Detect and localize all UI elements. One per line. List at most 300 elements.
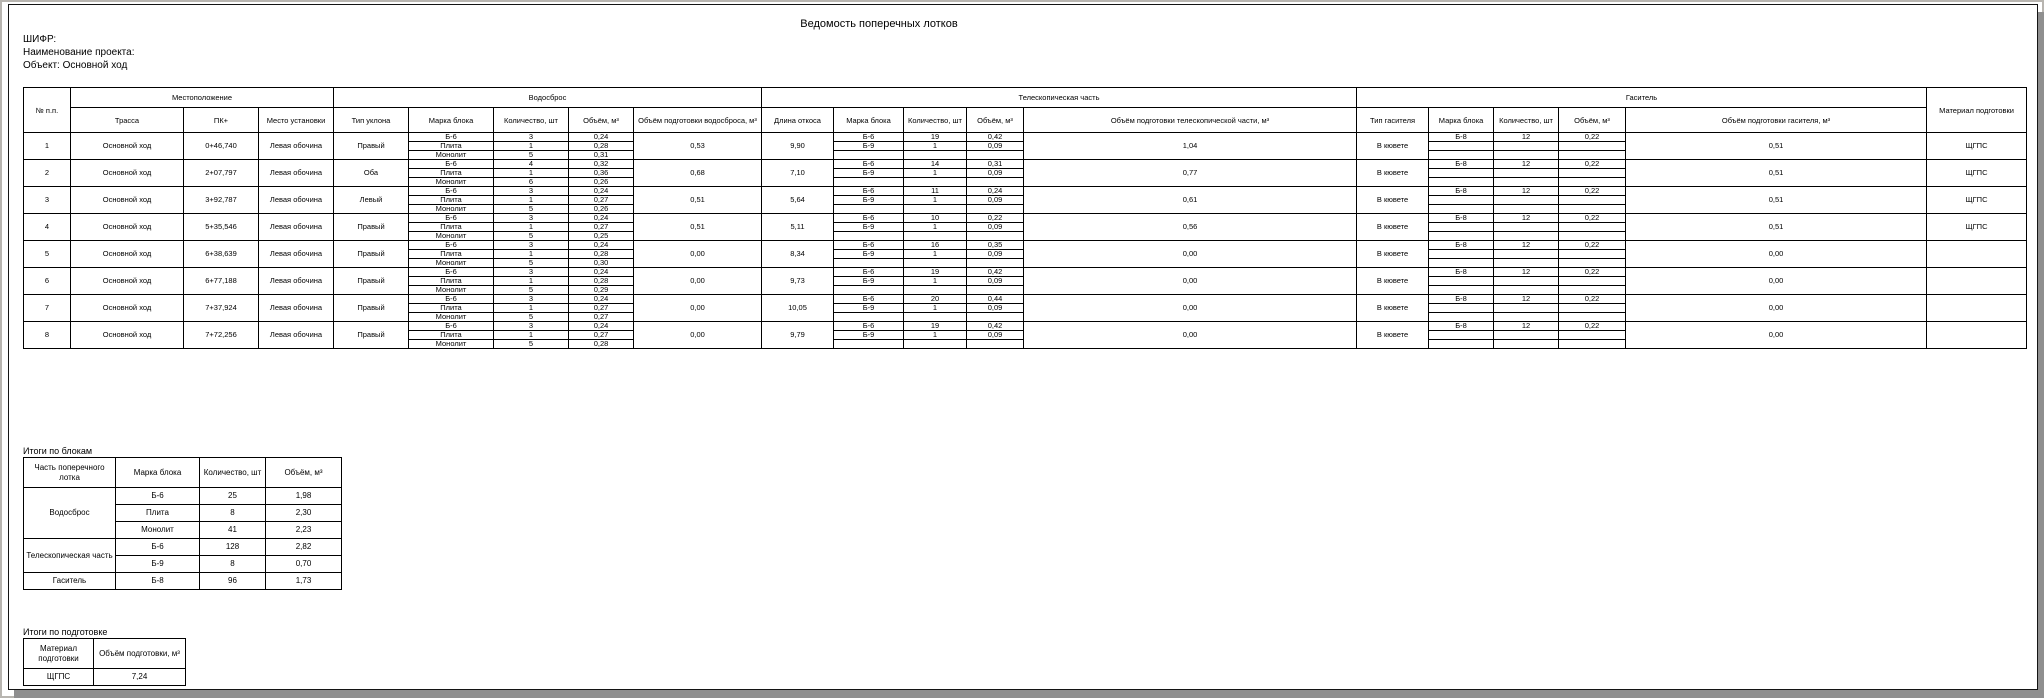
header-tel-mark: Марка блока (834, 108, 904, 133)
cell-tel-vol: 0,22 (967, 214, 1024, 223)
cell-material: ЩГПС (1927, 160, 2027, 187)
cell-spillway-qty: 5 (494, 340, 569, 349)
cell-damper-prep: 0,00 (1626, 322, 1927, 349)
cell-tel-mark: Б-9 (834, 331, 904, 340)
cell-damper-qty (1494, 277, 1559, 286)
cell-prep-volume: 7,24 (94, 669, 186, 686)
header-damper-prep: Объём подготовки гасителя, м³ (1626, 108, 1927, 133)
cell-damper-qty: 12 (1494, 133, 1559, 142)
cell-spillway-vol: 0,25 (569, 232, 634, 241)
cell-spillway-vol: 0,28 (569, 340, 634, 349)
cell-spillway-qty: 5 (494, 232, 569, 241)
cell-spillway-qty: 1 (494, 142, 569, 151)
cell-num: 3 (24, 187, 71, 214)
cell-spillway-qty: 5 (494, 151, 569, 160)
cell-slope-type: Правый (334, 295, 409, 322)
cell-damper-vol (1559, 223, 1626, 232)
cell-route: Основной ход (71, 133, 184, 160)
cell-damper-type: В кювете (1357, 322, 1429, 349)
cell-spillway-mark: Монолит (409, 259, 494, 268)
cell-spillway-mark: Б-6 (409, 160, 494, 169)
cell-damper-qty: 12 (1494, 241, 1559, 250)
cell-tel-mark: Б-6 (834, 295, 904, 304)
cell-pk: 0+46,740 (184, 133, 259, 160)
cell-part: Водосброс (24, 488, 116, 539)
cell-vol: 2,30 (266, 505, 342, 522)
header-spillway-vol: Объём, м³ (569, 108, 634, 133)
cell-tel-mark (834, 232, 904, 241)
cell-spillway-mark: Б-6 (409, 187, 494, 196)
cell-damper-mark (1429, 259, 1494, 268)
cell-spillway-vol: 0,36 (569, 169, 634, 178)
cell-damper-vol: 0,22 (1559, 295, 1626, 304)
cell-damper-mark: Б-8 (1429, 133, 1494, 142)
cell-material (1927, 322, 2027, 349)
header-vol: Объём, м³ (266, 458, 342, 488)
cell-damper-type: В кювете (1357, 133, 1429, 160)
cell-damper-qty (1494, 142, 1559, 151)
cell-spillway-mark: Плита (409, 196, 494, 205)
cell-tel-qty: 10 (904, 214, 967, 223)
cell-spillway-vol: 0,24 (569, 295, 634, 304)
header-mark: Марка блока (116, 458, 200, 488)
cell-damper-type: В кювете (1357, 241, 1429, 268)
cell-damper-vol: 0,22 (1559, 268, 1626, 277)
cell-tel-prep: 0,56 (1024, 214, 1357, 241)
cell-place: Левая обочина (259, 133, 334, 160)
cell-tel-prep: 0,00 (1024, 268, 1357, 295)
cell-spillway-qty: 5 (494, 205, 569, 214)
cell-damper-mark (1429, 313, 1494, 322)
cell-spillway-qty: 5 (494, 286, 569, 295)
cell-material: ЩГПС (1927, 187, 2027, 214)
cell-spillway-mark: Б-6 (409, 133, 494, 142)
cell-damper-qty (1494, 178, 1559, 187)
cell-spillway-vol: 0,24 (569, 241, 634, 250)
cell-vol: 1,73 (266, 573, 342, 590)
cell-spillway-prep: 0,68 (634, 160, 762, 187)
cell-slope-type: Левый (334, 187, 409, 214)
cell-tel-qty: 19 (904, 268, 967, 277)
cell-spillway-qty: 3 (494, 241, 569, 250)
cell-damper-qty (1494, 313, 1559, 322)
cell-damper-qty (1494, 340, 1559, 349)
cell-spillway-mark: Плита (409, 169, 494, 178)
cell-damper-type: В кювете (1357, 214, 1429, 241)
cell-material (1927, 268, 2027, 295)
header-place: Место установки (259, 108, 334, 133)
header-qty: Количество, шт (200, 458, 266, 488)
cell-mark: Монолит (116, 522, 200, 539)
document-meta (23, 33, 135, 72)
cell-damper-prep: 0,00 (1626, 268, 1927, 295)
cell-tel-vol (967, 340, 1024, 349)
cell-damper-qty: 12 (1494, 295, 1559, 304)
main-table-subrow (24, 295, 2027, 304)
cell-spillway-mark: Монолит (409, 286, 494, 295)
cell-material: ЩГПС (1927, 214, 2027, 241)
cell-slope-type: Правый (334, 241, 409, 268)
cell-damper-mark (1429, 232, 1494, 241)
header-tel-prep: Объём подготовки телескопической части, м³ (1024, 108, 1357, 133)
cell-damper-mark (1429, 151, 1494, 160)
cell-damper-mark: Б-8 (1429, 160, 1494, 169)
cell-damper-vol: 0,22 (1559, 187, 1626, 196)
header-spillway-mark: Марка блока (409, 108, 494, 133)
cell-tel-vol (967, 313, 1024, 322)
header-tel-qty: Количество, шт (904, 108, 967, 133)
cell-tel-qty: 1 (904, 223, 967, 232)
cell-tel-mark: Б-9 (834, 250, 904, 259)
header-damper-type: Тип гасителя (1357, 108, 1429, 133)
cell-slope-type: Оба (334, 160, 409, 187)
header-part: Часть поперечного лотка (24, 458, 116, 488)
cell-tel-qty (904, 259, 967, 268)
cell-tel-qty (904, 232, 967, 241)
cell-spillway-qty: 3 (494, 295, 569, 304)
cell-damper-vol (1559, 169, 1626, 178)
cell-spillway-prep: 0,51 (634, 214, 762, 241)
header-sub-row (24, 108, 2027, 133)
cell-tel-vol: 0,09 (967, 250, 1024, 259)
meta-cipher: ШИФР: (23, 34, 57, 45)
cell-tel-vol: 0,42 (967, 133, 1024, 142)
cell-spillway-qty: 6 (494, 178, 569, 187)
cell-damper-qty (1494, 169, 1559, 178)
cell-damper-qty: 12 (1494, 214, 1559, 223)
cell-damper-vol (1559, 277, 1626, 286)
cell-spillway-vol: 0,31 (569, 151, 634, 160)
cell-damper-mark (1429, 277, 1494, 286)
cell-damper-mark (1429, 223, 1494, 232)
cell-spillway-mark: Монолит (409, 205, 494, 214)
cell-vol: 2,23 (266, 522, 342, 539)
cell-spillway-qty: 1 (494, 331, 569, 340)
cell-damper-vol (1559, 232, 1626, 241)
cell-tel-mark: Б-6 (834, 187, 904, 196)
cell-route: Основной ход (71, 295, 184, 322)
main-table-subrow (24, 160, 2027, 169)
cell-damper-qty (1494, 286, 1559, 295)
cell-damper-prep: 0,00 (1626, 295, 1927, 322)
cell-spillway-mark: Плита (409, 304, 494, 313)
cell-damper-vol: 0,22 (1559, 241, 1626, 250)
cell-damper-qty: 12 (1494, 268, 1559, 277)
cell-damper-vol (1559, 331, 1626, 340)
cell-damper-mark: Б-8 (1429, 322, 1494, 331)
totals-prep-row (24, 669, 186, 686)
cell-qty: 96 (200, 573, 266, 590)
cell-damper-mark (1429, 331, 1494, 340)
cell-spillway-vol: 0,32 (569, 160, 634, 169)
cell-spillway-vol: 0,24 (569, 322, 634, 331)
cell-spillway-prep: 0,00 (634, 268, 762, 295)
cell-mark: Б-6 (116, 539, 200, 556)
cell-slope-length: 5,11 (762, 214, 834, 241)
cell-num: 1 (24, 133, 71, 160)
cell-spillway-qty: 5 (494, 259, 569, 268)
cell-damper-vol (1559, 313, 1626, 322)
cell-tel-qty: 19 (904, 133, 967, 142)
cell-spillway-mark: Б-6 (409, 268, 494, 277)
header-prep-material: Материал подготовки (24, 639, 94, 669)
cell-tel-qty: 1 (904, 169, 967, 178)
cell-damper-vol (1559, 205, 1626, 214)
cell-spillway-prep: 0,00 (634, 322, 762, 349)
cell-tel-mark: Б-9 (834, 277, 904, 286)
cell-tel-vol: 0,09 (967, 169, 1024, 178)
header-damper-mark: Марка блока (1429, 108, 1494, 133)
header-group-row (24, 88, 2027, 108)
cell-damper-type: В кювете (1357, 160, 1429, 187)
cell-route: Основной ход (71, 187, 184, 214)
cell-tel-vol (967, 232, 1024, 241)
cell-spillway-mark: Монолит (409, 151, 494, 160)
cell-tel-qty: 1 (904, 304, 967, 313)
cell-qty: 41 (200, 522, 266, 539)
cell-damper-qty (1494, 259, 1559, 268)
cell-tel-mark: Б-9 (834, 196, 904, 205)
cell-damper-vol (1559, 250, 1626, 259)
cell-damper-mark: Б-8 (1429, 214, 1494, 223)
cell-pk: 6+38,639 (184, 241, 259, 268)
cell-place: Левая обочина (259, 295, 334, 322)
header-prep-volume: Объём подготовки, м³ (94, 639, 186, 669)
cell-material: ЩГПС (1927, 133, 2027, 160)
cell-damper-vol: 0,22 (1559, 214, 1626, 223)
cell-damper-vol: 0,22 (1559, 160, 1626, 169)
cell-spillway-mark: Плита (409, 250, 494, 259)
cell-damper-qty (1494, 331, 1559, 340)
cell-route: Основной ход (71, 160, 184, 187)
cell-tel-vol (967, 259, 1024, 268)
cell-spillway-mark: Монолит (409, 340, 494, 349)
cell-tel-qty: 11 (904, 187, 967, 196)
cell-num: 4 (24, 214, 71, 241)
cell-damper-prep: 0,00 (1626, 241, 1927, 268)
cell-num: 7 (24, 295, 71, 322)
cell-spillway-vol: 0,27 (569, 331, 634, 340)
cell-damper-vol (1559, 259, 1626, 268)
cell-vol: 1,98 (266, 488, 342, 505)
cell-tel-qty: 1 (904, 196, 967, 205)
cell-spillway-prep: 0,51 (634, 187, 762, 214)
cell-spillway-qty: 3 (494, 187, 569, 196)
cell-tel-mark (834, 178, 904, 187)
totals-blocks-table (23, 457, 342, 590)
cell-mark: Б-9 (116, 556, 200, 573)
cell-slope-length: 9,79 (762, 322, 834, 349)
cell-route: Основной ход (71, 322, 184, 349)
header-group-location: Местоположение (71, 88, 334, 108)
cell-damper-qty (1494, 151, 1559, 160)
cell-damper-qty (1494, 250, 1559, 259)
cell-spillway-vol: 0,26 (569, 205, 634, 214)
cell-tel-vol: 0,09 (967, 331, 1024, 340)
totals-blocks-header-row (24, 458, 342, 488)
cell-spillway-qty: 1 (494, 223, 569, 232)
cell-num: 2 (24, 160, 71, 187)
cell-tel-prep: 1,04 (1024, 133, 1357, 160)
cell-tel-qty: 1 (904, 250, 967, 259)
cell-damper-vol (1559, 178, 1626, 187)
cell-tel-prep: 0,61 (1024, 187, 1357, 214)
cell-spillway-prep: 0,53 (634, 133, 762, 160)
cell-damper-mark (1429, 250, 1494, 259)
cell-damper-mark (1429, 340, 1494, 349)
cell-tel-vol: 0,09 (967, 304, 1024, 313)
cell-tel-vol: 0,09 (967, 196, 1024, 205)
header-damper-qty: Количество, шт (1494, 108, 1559, 133)
cell-spillway-qty: 3 (494, 133, 569, 142)
cell-damper-qty (1494, 223, 1559, 232)
meta-project: Наименование проекта: (23, 47, 135, 58)
cell-spillway-vol: 0,28 (569, 277, 634, 286)
cell-damper-qty: 12 (1494, 160, 1559, 169)
cell-tel-prep: 0,00 (1024, 295, 1357, 322)
cell-place: Левая обочина (259, 241, 334, 268)
cell-spillway-mark: Б-6 (409, 295, 494, 304)
cell-pk: 7+37,924 (184, 295, 259, 322)
cell-spillway-mark: Монолит (409, 178, 494, 187)
cell-damper-mark: Б-8 (1429, 187, 1494, 196)
cell-mark: Плита (116, 505, 200, 522)
cell-slope-length: 9,90 (762, 133, 834, 160)
cell-tel-qty (904, 340, 967, 349)
cell-damper-mark: Б-8 (1429, 241, 1494, 250)
cell-qty: 25 (200, 488, 266, 505)
header-group-damper: Гаситель (1357, 88, 1927, 108)
cell-damper-vol: 0,22 (1559, 133, 1626, 142)
cell-pk: 2+07,797 (184, 160, 259, 187)
cell-spillway-vol: 0,28 (569, 142, 634, 151)
cell-tel-mark (834, 151, 904, 160)
cell-tel-qty (904, 151, 967, 160)
cell-slope-type: Правый (334, 322, 409, 349)
cell-spillway-vol: 0,29 (569, 286, 634, 295)
cell-damper-mark (1429, 178, 1494, 187)
meta-object: Объект: Основной ход (23, 60, 128, 71)
cell-qty: 8 (200, 556, 266, 573)
cell-place: Левая обочина (259, 187, 334, 214)
cell-spillway-qty: 1 (494, 169, 569, 178)
cell-slope-type: Правый (334, 133, 409, 160)
cell-damper-vol (1559, 196, 1626, 205)
cell-spillway-qty: 5 (494, 313, 569, 322)
cell-slope-length: 10,05 (762, 295, 834, 322)
cell-damper-mark (1429, 205, 1494, 214)
cell-slope-length: 9,73 (762, 268, 834, 295)
cell-num: 5 (24, 241, 71, 268)
cell-tel-vol: 0,09 (967, 142, 1024, 151)
cell-tel-mark: Б-6 (834, 241, 904, 250)
cell-qty: 8 (200, 505, 266, 522)
cell-tel-qty: 20 (904, 295, 967, 304)
cell-qty: 128 (200, 539, 266, 556)
cell-damper-vol (1559, 286, 1626, 295)
cell-spillway-vol: 0,24 (569, 214, 634, 223)
cell-damper-vol (1559, 151, 1626, 160)
cell-damper-qty (1494, 205, 1559, 214)
cell-tel-vol: 0,35 (967, 241, 1024, 250)
page-title: Ведомость поперечных лотков (800, 18, 958, 30)
header-group-telescopic: Телескопическая часть (762, 88, 1357, 108)
cell-spillway-prep: 0,00 (634, 295, 762, 322)
cell-spillway-vol: 0,27 (569, 304, 634, 313)
cell-spillway-qty: 3 (494, 214, 569, 223)
cell-tel-mark (834, 205, 904, 214)
cell-spillway-mark: Б-6 (409, 241, 494, 250)
cell-tel-qty (904, 313, 967, 322)
totals-blocks-row (24, 573, 342, 590)
cell-vol: 0,70 (266, 556, 342, 573)
cell-slope-length: 5,64 (762, 187, 834, 214)
cell-tel-vol: 0,42 (967, 322, 1024, 331)
main-table-subrow (24, 133, 2027, 142)
cell-tel-mark: Б-9 (834, 223, 904, 232)
cell-damper-mark: Б-8 (1429, 268, 1494, 277)
cell-tel-qty (904, 205, 967, 214)
header-spillway-qty: Количество, шт (494, 108, 569, 133)
cell-spillway-qty: 3 (494, 322, 569, 331)
cell-mark: Б-6 (116, 488, 200, 505)
cell-pk: 3+92,787 (184, 187, 259, 214)
cell-prep-material: ЩГПС (24, 669, 94, 686)
cell-tel-qty: 1 (904, 142, 967, 151)
main-table-subrow (24, 268, 2027, 277)
cell-damper-qty (1494, 304, 1559, 313)
cell-material (1927, 241, 2027, 268)
cell-spillway-mark: Плита (409, 277, 494, 286)
cell-vol: 2,82 (266, 539, 342, 556)
cell-spillway-vol: 0,26 (569, 178, 634, 187)
cell-spillway-qty: 3 (494, 268, 569, 277)
cell-tel-prep: 0,00 (1024, 322, 1357, 349)
cell-tel-qty: 19 (904, 322, 967, 331)
cell-damper-mark (1429, 169, 1494, 178)
cell-tel-vol: 0,09 (967, 277, 1024, 286)
cell-spillway-vol: 0,27 (569, 223, 634, 232)
cell-tel-vol: 0,42 (967, 268, 1024, 277)
cell-damper-vol (1559, 340, 1626, 349)
cell-tel-mark: Б-9 (834, 169, 904, 178)
cell-tel-qty (904, 286, 967, 295)
cell-tel-vol: 0,09 (967, 223, 1024, 232)
totals-blocks-title: Итоги по блокам (23, 446, 93, 456)
cell-material (1927, 295, 2027, 322)
cell-part: Гаситель (24, 573, 116, 590)
cell-spillway-mark: Плита (409, 223, 494, 232)
cell-spillway-mark: Монолит (409, 232, 494, 241)
header-group-spillway: Водосброс (334, 88, 762, 108)
cell-tel-mark: Б-6 (834, 160, 904, 169)
cell-route: Основной ход (71, 214, 184, 241)
cell-slope-type: Правый (334, 268, 409, 295)
cell-damper-mark (1429, 142, 1494, 151)
cell-damper-qty: 12 (1494, 322, 1559, 331)
cell-spillway-vol: 0,27 (569, 196, 634, 205)
cell-place: Левая обочина (259, 160, 334, 187)
cell-pk: 5+35,546 (184, 214, 259, 241)
cell-place: Левая обочина (259, 214, 334, 241)
cell-tel-qty: 1 (904, 277, 967, 286)
cell-tel-qty: 16 (904, 241, 967, 250)
cell-route: Основной ход (71, 268, 184, 295)
cell-tel-prep: 0,77 (1024, 160, 1357, 187)
main-table (23, 87, 2027, 349)
cell-damper-qty (1494, 196, 1559, 205)
cell-num: 8 (24, 322, 71, 349)
